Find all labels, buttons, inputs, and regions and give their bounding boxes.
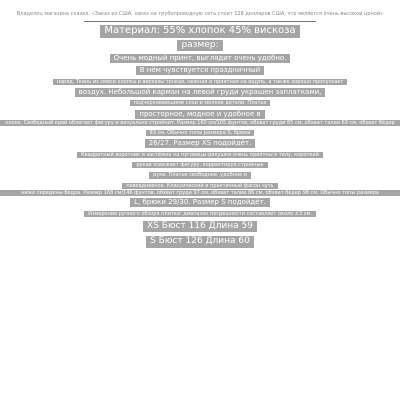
measurement-note: Измерение ручного обзора плитки: диапазон погрешности составляет около ±3 см. <box>84 211 316 217</box>
size-heading: размер: <box>177 40 222 51</box>
description-stack <box>0 11 400 248</box>
description-line: 93 см. Обычно топы размера S, брюки <box>146 130 255 136</box>
description-line: В нём чувствуется праздничный <box>136 66 264 75</box>
description-line: руки. Платье свободное, удобное и <box>149 172 251 178</box>
size-row-xs: XS Бюст 116 Длина 59 <box>143 221 257 232</box>
seller-note: Владелец магазина сказал: «Заказ из США, заказ на трубопроводную сеть стоит 128 долларов США, что является очень высокой ценой» <box>16 11 384 17</box>
description-line: просторное, модное и удобное в <box>135 110 264 119</box>
description-line: наряд. Ткань из смеси хлопка и вискозы тонкая, нежная и приятная на ощупь, а также хорошо пропускает <box>53 79 348 85</box>
size-row-s: S Бюст 126 Длина 60 <box>146 236 254 247</box>
model-measurements-line: носке. Свободный крой облегает фигуру и визуально стройнит. Размер 160 см/105 фунтов, обхват груди 85 см, обхват талии 69 см, обхват бёдер <box>0 120 400 126</box>
model-measurements-line: ниже середины бедра. Размер 168 см/146 фунтов, обхват груди 97 см, обхват талии 86 см, обхват бёдер 98 см. Обычно топы размера <box>0 190 400 196</box>
description-line: Квадратный воротник и застёжка на пуговицы-ракушки очень приятны к телу, короткий <box>77 152 323 158</box>
recommended-size-line: 26/27. Размер XS подойдёт. <box>145 139 256 148</box>
description-line: повседневное. Классический и практичный фасон чуть <box>122 183 277 189</box>
recommended-size-line: L, брюки 29/30. Размер S подойдёт. <box>130 198 270 207</box>
divider-line <box>84 21 316 22</box>
description-line: воздух. Небольшой карман на левой груди украшен заплатками, <box>75 88 326 97</box>
description-line: Очень модный принт, выглядит очень удобно. <box>110 54 291 63</box>
description-line: подчеркивающими слои и мелкие детали. Платье <box>130 100 271 106</box>
material-line: Материал: 55% хлопок 45% вискоза <box>100 25 299 38</box>
description-line: рукав освежает фигуру, корректируя стройные <box>132 162 267 168</box>
